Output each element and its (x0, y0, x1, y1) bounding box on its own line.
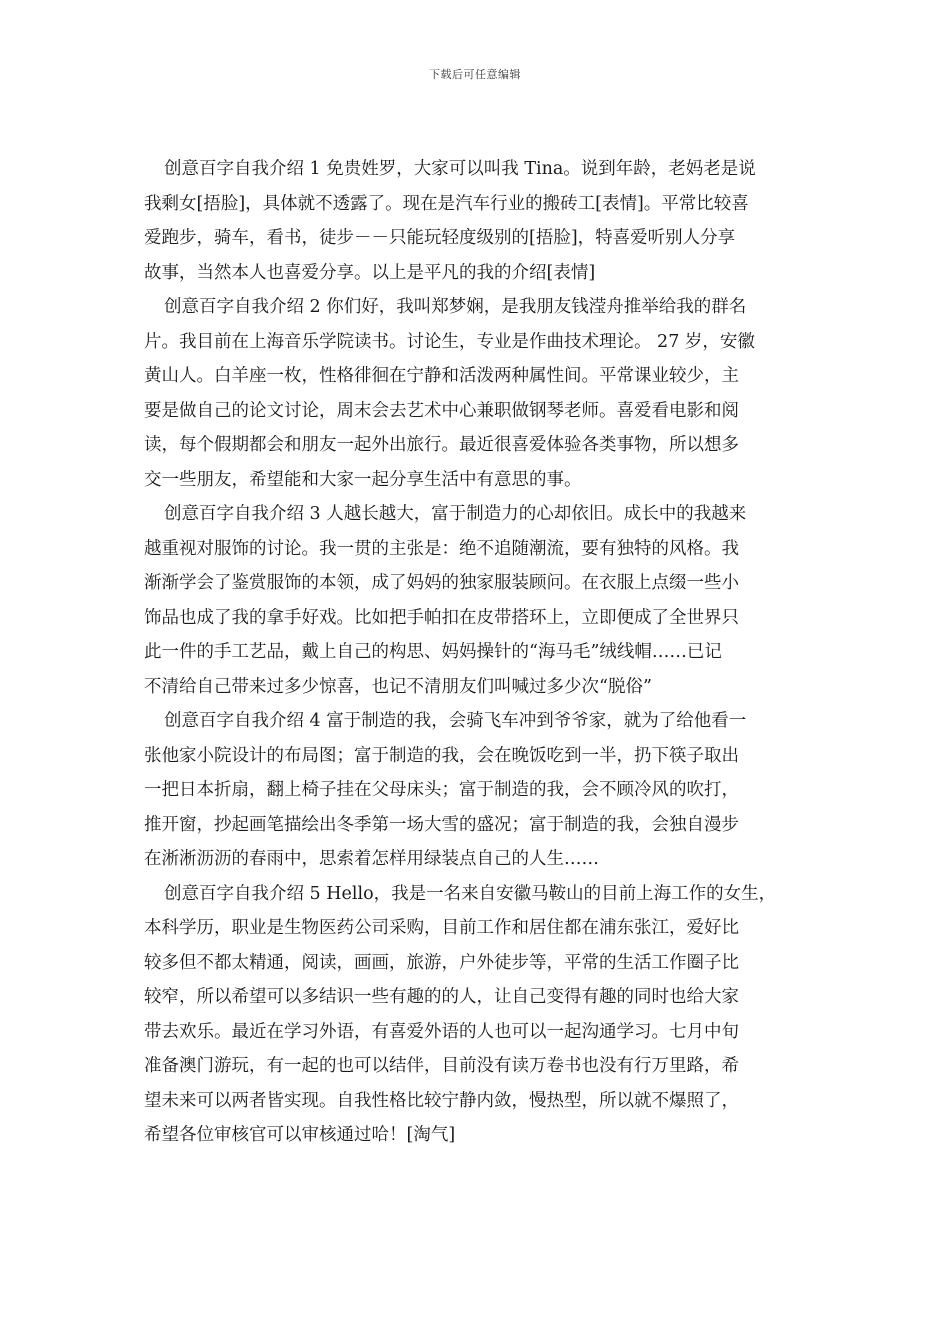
document-body (144, 152, 809, 1153)
paragraph-line: 交一些朋友，希望能和大家一起分享生活中有意思的事。 (144, 469, 582, 490)
paragraph-line: 推开窗，抄起画笔描绘出冬季第一场大雪的盛况；富于制造的我，会独自漫步 (144, 814, 739, 835)
intro-paragraph-2 (144, 290, 809, 497)
paragraph-line: 张他家小院设计的布局图；富于制造的我，会在晚饭吃到一半，扔下筷子取出 (144, 745, 739, 766)
paragraph-line: 故事，当然本人也喜爱分享。以上是平凡的我的介绍[表情] (144, 262, 596, 283)
paragraph-line: 创意百字自我介绍 4 富于制造的我，会骑飞车冲到爷爷家，就为了给他看一 (164, 711, 747, 731)
paragraph-line: 此一件的手工艺品，戴上自己的构思、妈妈操针的“海马毛”绒线帽……已记 (144, 642, 722, 662)
paragraph-line: 在淅淅沥沥的春雨中，思索着怎样用绿装点自己的人生…… (144, 849, 599, 869)
paragraph-line: 创意百字自我介绍 3 人越长越大，富于制造力的心却依旧。成长中的我越来 (164, 504, 747, 524)
paragraph-line: 带去欢乐。最近在学习外语，有喜爱外语的人也可以一起沟通学习。七月中旬 (144, 1021, 739, 1042)
header-note: 下载后可任意编辑 (429, 68, 521, 81)
paragraph-line: 较多但不都太精通，阅读，画画，旅游，户外徒步等，平常的生活工作圈子比 (144, 952, 739, 973)
paragraph-line: 望未来可以两者皆实现。自我性格比较宁静内敛，慢热型，所以就不爆照了， (144, 1090, 739, 1111)
paragraph-line: 渐渐学会了鉴赏服饰的本领，成了妈妈的独家服装顾问。在衣服上点缀一些小 (144, 573, 739, 593)
intro-paragraph-4 (144, 704, 809, 877)
paragraph-line: 片。我目前在上海音乐学院读书。讨论生，专业是作曲技术理论。 27 岁，安徽 (144, 331, 755, 352)
paragraph-line: 希望各位审核官可以审核通过哈！[淘气] (144, 1125, 456, 1145)
paragraph-line: 黄山人。白羊座一枚，性格徘徊在宁静和活泼两种属性间。平常课业较少，主 (144, 366, 739, 386)
paragraph-line: 要是做自己的论文讨论，周末会去艺术中心兼职做钢琴老师。喜爱看电影和阅 (144, 400, 739, 421)
paragraph-line: 不清给自己带来过多少惊喜，也记不清朋友们叫喊过多少次“脱俗” (144, 676, 652, 697)
paragraph-line: 一把日本折扇，翻上椅子挂在父母床头；富于制造的我，会不顾冷风的吹打， (144, 780, 739, 800)
intro-paragraph-1 (144, 152, 809, 290)
paragraph-line: 读，每个假期都会和朋友一起外出旅行。最近很喜爱体验各类事物，所以想多 (144, 435, 739, 455)
paragraph-line: 创意百字自我介绍 1 免贵姓罗，大家可以叫我 Tina。说到年龄，老妈老是说 (164, 159, 756, 179)
paragraph-line: 创意百字自我介绍 2 你们好，我叫郑梦娴，是我朋友钱滢舟推举给我的群名 (164, 297, 747, 317)
paragraph-line: 饰品也成了我的拿手好戏。比如把手帕扣在皮带搭环上，立即便成了全世界只 (144, 607, 739, 628)
intro-paragraph-5 (144, 877, 809, 1153)
paragraph-line: 较窄，所以希望可以多结识一些有趣的的人，让自己变得有趣的同时也给大家 (144, 987, 739, 1007)
paragraph-line: 我剩女[捂脸]，具体就不透露了。现在是汽车行业的搬砖工[表情]。平常比较喜 (144, 193, 749, 214)
paragraph-line: 本科学历，职业是生物医药公司采购，目前工作和居住都在浦东张江，爱好比 (144, 918, 739, 938)
intro-paragraph-3 (144, 497, 809, 704)
paragraph-line: 越重视对服饰的讨论。我一贯的主张是：绝不追随潮流，要有独特的风格。我 (144, 538, 739, 559)
paragraph-line: 爱跑步，骑车，看书，徒步－－只能玩轻度级别的[捂脸]，特喜爱听别人分享 (144, 228, 736, 248)
paragraph-line: 准备澳门游玩，有一起的也可以结伴，目前没有读万卷书也没有行万里路，希 (144, 1056, 739, 1076)
paragraph-line: 创意百字自我介绍 5 Hello，我是一名来自安徽马鞍山的目前上海工作的女生， (164, 883, 777, 904)
